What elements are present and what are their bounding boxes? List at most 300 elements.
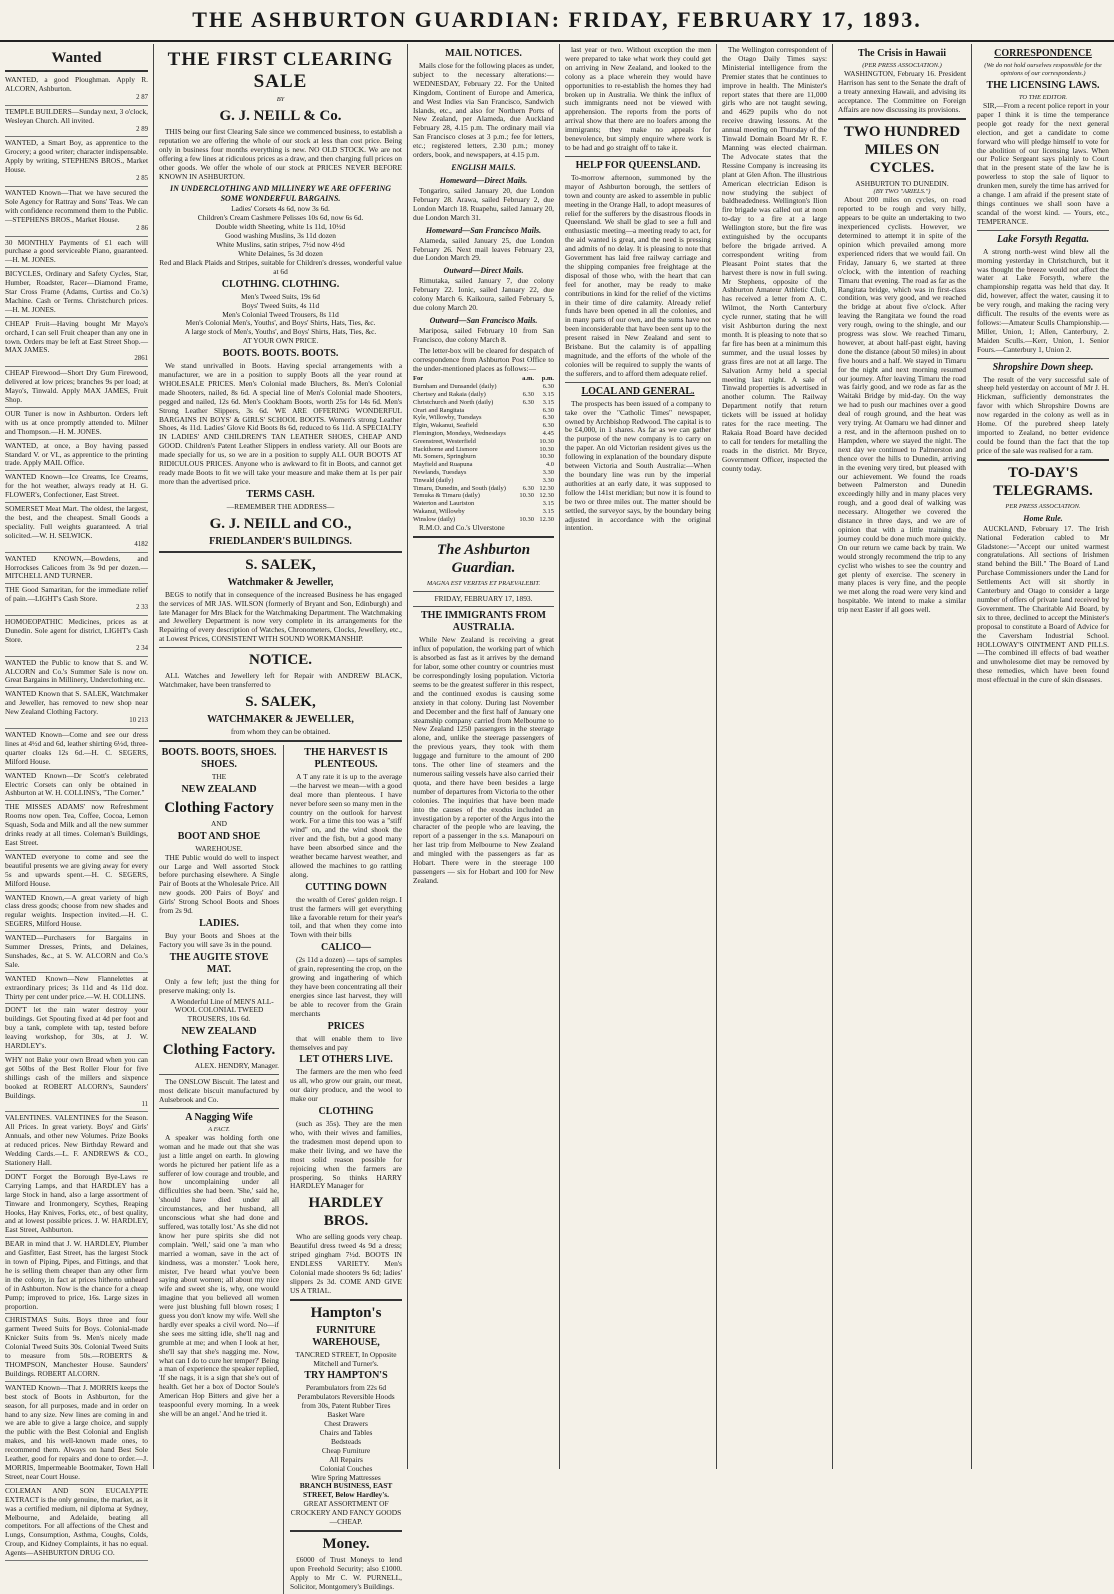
wanted-ad-text: WANTED Known—Come and see our dress lines at 4½d and 6d, leather shirting 6½d, three-quarter cloaks 12s 6d.—H. C. SEGERS, Milford House. — [5, 730, 148, 766]
mail-table-header-cell: For — [413, 375, 424, 383]
hampton-great: GREAT ASSORTMENT OF CROCKERY AND FANCY GOODS—CHEAP. — [290, 1499, 402, 1527]
mail-table-row — [413, 508, 554, 516]
guardian-banner: The Ashburton Guardian. — [436, 541, 531, 576]
english-text: Tongariro, sailed January 20, due London February 28. Arawa, sailed February 2, due London March 18. Ruapehu, sailed January 20, due London March 31. — [413, 185, 554, 222]
wanted-ad — [5, 409, 148, 440]
wanted-ad-ref: 2 34 — [136, 644, 148, 652]
immigrants-continued: last year or two. Without exception the men were prepared to take what work they could get on arriving in New Zealand, and looked to the colony as a place wherein they would have opportunities to re-establish the homes they had broken up in Australia. We think the influx of such immigrants need not be viewed with apprehension. The reports from the ports of arrival show that there are no loafers among the immigrants; they make no appeals for benevolence, but simply enquire where work is to be had and go straight off to take it. — [565, 45, 711, 152]
notice-text: ALL Watches and Jewellery left for Repair with ANDREW BLACK, Watchmaker, have been transferred to — [159, 671, 402, 690]
wanted-ad — [5, 1005, 148, 1054]
cycles-heading: TWO HUNDRED MILES ON CYCLES. — [843, 123, 961, 176]
column-correspondence — [972, 44, 1114, 1469]
mail-table-cell: 12.30 — [539, 492, 554, 500]
hampton-item: Chest Drawers — [324, 1419, 368, 1429]
mail-tail: R.M.O. and Co.'s Ulverstone — [419, 522, 505, 532]
wanted-ad-text: SOMERSET Meat Mart. The oldest, the largest, the best, and the cheapest. Small Goods a speciality. Full weights guaranteed. A trial solicited.—W. H. SELWICK. — [5, 504, 148, 540]
divider — [159, 1108, 279, 1109]
wanted-ad-text: WANTED Known—Dr Scott's celebrated Electric Corsets can only be obtained in Ashburton at W. H. COLLINS's, "The Corner." — [5, 770, 148, 798]
hawaii-heading: The Crisis in Hawaii — [857, 48, 947, 59]
terms-cash: TERMS CASH. — [246, 488, 315, 500]
mail-table-row — [413, 438, 554, 446]
sale-lines — [159, 205, 402, 276]
wanted-ad-text: DON'T let the rain water destroy your buildings. Get Spouting fixed at 4d per foot and buy a tank, complete with tap, tested before leaving workshop, for 30s, at J. W. HARDLEY's. — [5, 1005, 148, 1051]
outward-text: Rimutaka, sailed January 7, due colony February 22. Ionic, sailed January 22, due colony March 6. Kaikoura, sailed February 5, due colony March 20. — [413, 276, 554, 313]
salek-trade: Watchmaker & Jeweller, — [227, 576, 334, 588]
divider — [290, 1530, 402, 1532]
mail-table-row — [413, 500, 554, 508]
hampton-item: Bedsteads — [331, 1436, 361, 1446]
nz-the: THE — [211, 771, 227, 781]
mail-table-cell — [514, 469, 534, 477]
wanted-ad-ref: 4182 — [134, 540, 148, 548]
wanted-ad — [5, 852, 148, 892]
mail-intro: Mails close for the following places as under, subject to the necessary alterations:—WEDNESDAY, February 22. For the United Kingdom, Continent of Europe and America, and West Indies via San Francisco, Sandwich Islands, etc., and also for Northern Ports of New Zealand, per Alameda, due Auckland February 28, 4.15 p.m. The ordinary mail via San Francisco closes at 3 p.m.; fee for letters, etc.; registered letters, 2.30 p.m.; money orders, book, and newspapers, at 4.15 p.m. — [413, 61, 554, 160]
telegrams-text: AUCKLAND, February 17. The Irish National Federation cabled to Mr Gladstone:—"Accept our united warmest congratulations. All sections of Irishmen stand behind the Bill." The Board of Land Purchase Commissioners under the Land for Settlements Act will sit shortly in Canterbury and Otago to consider a large number of offers of private land received by Government. The Charitable Aid Board, by six to three, declined to accept the Minister's proposal to constitute a Board of Advice for the Caversham Industrial School. HOLLOWAY'S OINTMENT AND PILLS.—The combined ill effects of bad weather and unwholesome diet may be removed by these remedies, which have been found most effectual in the cure of skin diseases. — [977, 523, 1109, 685]
home-rule-heading: Home Rule. — [1023, 513, 1063, 523]
licensing-text: SIR,—From a recent police report in your paper I think it is time the temperance people got ready for the next general election, and get a candidate to come forward who will pledge himself to vote for the abolition of our licensing laws. When our Police Sergeant says plainly to Court that in the present state of the law he is powerless to stop the sale of liquor to drunken men, surely the time has arrived for a change. I am afraid if the present state of things continues we shall soon have a scandal of the worst kind. — Yours, etc., TEMPERANCE. — [977, 101, 1109, 226]
wanted-ad — [5, 802, 148, 851]
mail-table-header-cell: a.m. — [522, 375, 534, 383]
clothing-line: Men's Colonial Tweed Trousers, 8s 11d — [222, 309, 339, 319]
lake-forsyth-text: A strong north-west wind blew all the morning yesterday in Christchurch, but it was thought the breeze would not affect the water at Lake Forsyth, where the championship regatta was held that day. It did, however, affect the water, causing it to be very rough, and making the racing very difficult. The results of the events were as follows:—Amateur Sculls Championship.—Miller, Union, 1; Allen, Canterbury, 2. Maiden Sculls.—Kerr, Union, 1. Senior Fours.—Canterbury 1, Union 2. — [977, 246, 1109, 354]
hampton-item: Perambulators from 22s 6d — [305, 1383, 387, 1393]
mail-table-cell: 10.30 — [539, 437, 554, 445]
hawaii-text: WASHINGTON, February 16. President Harrison has sent to the Senate the draft of a treaty annexing Hawaii, and advising its acceptance. The Committee on Foreign Affairs are now discussing its provisions. — [838, 69, 966, 114]
wanted-ad — [5, 368, 148, 408]
let-others-heading: LET OTHERS LIVE. — [299, 1054, 393, 1066]
sale-line: White Delaines, 5s 3d dozen — [238, 248, 323, 258]
calico-text: (2s 11d a dozen) — taps of samples of grain, representing the crop, on the growing and ingathering of which they have been concentrating all their energies since last harvest, they will be able to recover from the Grain merchants — [290, 955, 402, 1018]
wanted-ad — [5, 441, 148, 472]
wanted-ad-text: BEAR in mind that J. W. HARDLEY, Plumber and Gasfitter, East Street, has the largest Stock in town of Piping, Pipes, and Fittings, and that he is selling them cheaper than any other firm in the colony, in fact at prices hitherto unheard of in Ashburton. Now is the chance for a cheap Pump; improved to price, 16s. Large sizes in proportion. — [5, 1239, 148, 1311]
mail-table-cell — [514, 500, 534, 508]
divider — [159, 740, 402, 742]
mail-table-row — [413, 477, 554, 485]
mail-table-row — [413, 414, 554, 422]
mail-table-cell: 3.15 — [542, 508, 554, 516]
wanted-ad-text: CHRISTMAS Suits. Boys three and four garment Tweed Suits for Boys. Colonial-made Knicker Suits from 9s. Men's nicely made Colonial Tweed Suits 30s. Colonial Tweed Suits to measure from 50s.—ROBERTS & THOMPSON, Manchester House. Saunders' Buildings. ROBERT ALCORN. — [5, 1315, 148, 1378]
hampton-item: Wire Spring Mattresses — [311, 1472, 381, 1482]
divider — [977, 358, 1109, 359]
wanted-ad — [5, 1172, 148, 1238]
shropshire-heading: Shropshire Down sheep. — [992, 361, 1094, 373]
editorial-text: While New Zealand is receiving a great influx of population, the working part of which is absorbed as fast as it arrives by the demand for labor, some other country or countries must be correspondingly losing population. Victoria seems to be the greatest sufferer in this respect, and the continued exodus is causing some anxiety in that colony. During last November and December and the first half of January one steamship company carried from Melbourne to New Zealand 1250 passengers in the steerage alone, and, unlike the steerage passengers of the previous years, they took with them luggage and furniture to the amount of 200 tons. The other line of steamers and the numerous sailing vessels have also carried their quota, and there have been besides a large number of departures from Victoria to the other colonies. The inquiries that have been made into the causes of the exodus included an investigation by a reporter of the Argus into the character of the people who are leaving, the report of a passenger in the s.s. Manapouri on her last trip from Melbourne to New Zealand and mingled with the passengers as far as Hobart. There were in the steerage 100 passengers — six for Hobart and 100 for New Zealand. — [413, 635, 554, 885]
mail-table-body — [413, 383, 554, 523]
outward-heading: Outward—Direct Mails. — [443, 266, 524, 276]
nz2-signature: ALEX. HENDRY, Manager. — [194, 1061, 279, 1071]
nz-factory: Clothing Factory — [164, 799, 274, 816]
wanted-ad — [5, 771, 148, 802]
divider — [5, 70, 148, 72]
local-heading: LOCAL AND GENERAL. — [581, 385, 695, 397]
wanted-ad — [5, 974, 148, 1005]
onslow-biscuit: The ONSLOW Biscuit. The latest and most delicate biscuit manufactured by Aulsebrook and Co. — [159, 1077, 279, 1104]
wanted-ad-text: WHY not Bake your own Bread when you can get 50lbs of the Best Roller Flour for five shillings cash of the millers and sixpence booked at ROBERT ALCORN's, Saunders' Buildings. — [5, 1055, 148, 1100]
mail-table-cell: 6.30 — [542, 406, 554, 414]
wanted-ad-text: WANTED KNOWN,—Bowdens, and Horrockses Calicoes from 3s 9d per dozen.—MITCHELL AND TURNER. — [5, 553, 148, 581]
wanted-ad-text: WANTED, at once, a Boy having passed Standard V. or VI., as apprentice to the printing trade. Apply MAIL Office. — [5, 440, 148, 468]
mail-table-cell: Flemington, Mondays, Wednesdays — [413, 430, 506, 438]
salek-text: BEGS to notify that in consequence of the increased Business he has engaged the services of MR JAS. WILSON (formerly of Bryant and Son, Edinburgh) and late Manager for Mrs Black for the Watchmaking Department. The Watchmaking and Jewellery Department is now very complete in its arrangements for the Repairing of every description of Watches, Chronometers, Clocks, Jewellery, etc., at Lowest Prices, CONSISTENT WITH SOUND WORKMANSHIP. — [159, 589, 402, 644]
wanted-ad — [5, 689, 148, 729]
ladies-text: Buy your Boots and Shoes at the Factory you will save 3s in the pound. — [159, 930, 279, 949]
wanted-ads-list — [5, 75, 148, 1561]
wanted-ad-text: WANTED Known—New Flannelettes at extraordinary prices; 3s 11d and 4s 11d doz. Thirty per cent under price.—W. H. COLLINS. — [5, 973, 148, 1001]
wanted-ad-text: WANTED, a good Ploughman. Apply R. ALCORN, Ashburton. — [5, 75, 148, 93]
mail-table-cell — [514, 508, 534, 516]
mail-table-cell: 6.30 — [522, 391, 534, 399]
mail-table-row — [413, 492, 554, 500]
clothing2-heading: CLOTHING — [318, 1106, 374, 1118]
mail-table-row — [413, 453, 554, 461]
hampton-item: Cheap Furniture — [321, 1445, 371, 1455]
wanted-ad-text: BICYCLES, Ordinary and Safety Cycles, Star, Humber, Roadster, Racer—Diamond Frame, Star Cross Frame (Adams, Curtiss and Co.'s) Machine. Cash or Terms. Christchurch prices.—H. M. JONES. — [5, 269, 148, 314]
clothing-line: A large stock of Men's, Youths', and Boys' Shirts, Hats, Ties, &c. — [184, 327, 377, 337]
notice-trade: WATCHMAKER & JEWELLER, — [207, 713, 354, 725]
mail-table-cell — [514, 414, 534, 422]
mail-table-cell: Kyle, Willowby, Tuesdays — [413, 414, 482, 422]
divider — [565, 382, 711, 383]
ladies-heading: LADIES. — [199, 917, 239, 929]
divider — [977, 459, 1109, 461]
wanted-ad-text: THE Good Samaritan, for the immediate relief of pain.—LIGHT's Cash Store. — [5, 585, 148, 604]
hardley-ad-column — [290, 745, 402, 1594]
wanted-ad-ref: 2 89 — [136, 125, 148, 133]
mail-table-cell: Hackthorne and Lismore — [413, 445, 478, 453]
hawaii-sub: (PER PRESS ASSOCIATION.) — [862, 62, 942, 69]
english-sub: Homeward—Direct Mails. — [439, 175, 528, 185]
wanted-ad — [5, 138, 148, 187]
wanted-ad — [5, 319, 148, 368]
mail-table-cell: 4.0 — [545, 461, 554, 469]
wanted-ad-text: THE MISSES ADAMS' now Refreshment Rooms now open. Tea, Coffee, Cocoa, Lemon Squash, Soda and Milk and all the new summer drinks ready at all times. Coleman's Buildings, East Street. — [5, 802, 148, 847]
remember-address: —REMEMBER THE ADDRESS— — [226, 501, 335, 511]
nz-warehouse: WAREHOUSE. — [195, 843, 243, 853]
mail-table-cell: 6.30 — [522, 398, 534, 406]
wanted-ad — [5, 658, 148, 689]
wanted-ad — [5, 1239, 148, 1314]
boots-heading: BOOTS. BOOTS. BOOTS. — [222, 348, 339, 360]
mail-table-cell: 6.30 — [542, 383, 554, 391]
clothing-line: Boys' Tweed Suits, 4s 11d — [241, 300, 320, 310]
wanted-ad-text: TEMPLE BUILDERS—Sunday next, 3 o'clock, Wesleyan Church. All invited. — [5, 106, 148, 125]
editorial-heading: THE IMMIGRANTS FROM AUSTRALIA. — [421, 610, 546, 634]
mail-table-cell: Burnham and Dunsandel (daily) — [413, 383, 497, 391]
correspondence-sub: (We do not hold ourselves responsible for the opinions of our correspondents.) — [984, 62, 1102, 77]
wanted-ad-text: WANTED the Public to know that S. and W. ALCORN and Co.'s Summer Sale is now on. Great Bargains in Millinery, Underclothing etc. — [5, 657, 148, 685]
wanted-ad-text: WANTED everyone to come and see the beautiful presents we are giving away for every 5s and upwards spent.—H. C. SEGERS, Milford House. — [5, 851, 148, 888]
outward-sf-heading: Outward—San Francisco Mails. — [429, 315, 538, 325]
wanted-ad — [5, 107, 148, 138]
address-building: FRIEDLANDER'S BUILDINGS. — [209, 535, 352, 547]
divider — [159, 647, 402, 648]
nz-text: THE Public would do well to inspect our Large and Well assorted Stock before purchasing elsewhere. A Single Pair of Boots at the Wholesale Price. All new goods. 200 Pairs of Boys' and Girls' Strong School Boots and Shoes from 2s 9d. — [159, 852, 279, 916]
wanted-ad-ref: 2 87 — [136, 93, 148, 101]
wanted-ad — [5, 188, 148, 237]
hampton-branch: BRANCH BUSINESS, EAST STREET, Below Hardley's. — [299, 1481, 393, 1500]
wanted-ad — [5, 1486, 148, 1561]
sale-by: BY — [276, 96, 285, 103]
wanted-ad — [5, 472, 148, 503]
mail-table-cell: 6.30 — [542, 422, 554, 430]
hampton-item: All Repairs — [329, 1454, 363, 1464]
sale-firm: G. J. NEILL & Co. — [219, 108, 342, 124]
mail-table-cell: 4.45 — [542, 430, 554, 438]
wanted-ad — [5, 617, 148, 657]
mail-table-cell: Christchurch and North (daily) — [413, 398, 494, 406]
wanted-ad-text: WANTED Known—Ice Creams, Ice Creams, for the hot weather, always ready at H. G. FLOWER's, Confectioner, East Street. — [5, 472, 148, 500]
divider — [159, 1074, 279, 1075]
nz2-name: NEW ZEALAND — [181, 1026, 257, 1038]
clothing2-text: (such as 35s). They are the men who, with their wives and families, the tradesmen most depend upon to make their living, and we have the most solid reason possible for rejoicing when the farmers are prospering. So thinks HARRY HARDLEY Manager for — [290, 1119, 402, 1191]
hampton-item: Basket Ware — [327, 1410, 365, 1420]
stove-heading: THE AUGITE STOVE MAT. — [169, 951, 269, 975]
column-mail-notices — [408, 44, 560, 1469]
divider — [565, 156, 711, 157]
shropshire-text: The result of the very successful sale of sheep held yesterday on account of Mr J. H. Hickman, sufficiently demonstrates the favor with which Shropshire Downs are now regarded in the colony as well as in Home. Of the purebred sheep lately imported to Zealand, no better evidence could be found than the fact that the top price of the sale was realised for a ram. — [977, 374, 1109, 455]
divider — [413, 606, 554, 607]
guardian-dateline: FRIDAY, FEBRUARY 17, 1893. — [434, 593, 533, 603]
mail-table-cell — [514, 477, 534, 485]
stove-text: Only a few left; just the thing for preserve making; only 1s. — [159, 976, 279, 995]
mail-schedule-table — [413, 375, 554, 523]
mail-table-cell: Newlands, Tuesdays — [413, 469, 467, 477]
wanted-ad — [5, 75, 148, 106]
wanted-ad — [5, 238, 148, 269]
money-text: £6000 of Trust Moneys to lend upon Freehold Security; also £1000. Apply to Mr C. W. PURNELL, Solicitor, Montgomery's Buildings. — [290, 1554, 402, 1591]
wanted-ad-text: WANTED Known that S. SALEK, Watchmaker and Jeweller, has removed to new shop near New Zealand Clothing Factory. — [5, 689, 148, 717]
mail-table-cell: Winslow (daily) — [413, 515, 456, 523]
mail-table-header — [413, 375, 554, 383]
mail-table-row — [413, 469, 554, 477]
lake-forsyth-heading: Lake Forsyth Regatta. — [997, 233, 1089, 245]
wanted-ad-text: VALENTINES. VALENTINES for the Season. All Prices. In great variety. Boys' and Girls' Annuals, and other new Volumes. Prize Books at reduced prices. New Birthday Reward and Wedding Cards.—L. F. ANDREWS & CO., Stationery Hall. — [5, 1113, 148, 1167]
wanted-ad-ref: 11 — [141, 1100, 148, 1108]
local-text: The prospects has been issued of a company to take over the "Catholic Times" newspaper, owned by Archbishop Redwood. The capital is to be £4,000, in 1 shares. As far as we can gather the purpose of the new company is to carry on the paper. An old Victorian resident gives us the following in explanation of the boundary dispute between Victoria and South Australia:—When the boundary line was run by the imperial authorities at an early date, it was supposed to follow the 141st meridian; but now it is found to be two or three miles out. The matter should be settled, the surveyor says, by the boundary being adjusted in accordance with the original intention. — [565, 398, 712, 533]
telegrams-sub: PER PRESS ASSOCIATION. — [1005, 502, 1081, 510]
letterbox-text: The letter-box will be cleared for despatch of correspondence from Ashburton Post Office to the under-mentioned places as follows:— — [413, 345, 554, 373]
mail-table-cell: 3.30 — [542, 469, 554, 477]
cutting-heading: CUTTING DOWN — [305, 881, 387, 893]
cutting-text: the wealth of Ceres' golden reign. I trust the farmers will get everything like a favorable return for their year's toil, and that when they come into Town with their bills — [290, 894, 402, 940]
notice-tail: from whom they can be obtained. — [230, 726, 331, 736]
mail-table-cell — [514, 438, 534, 446]
mail-table-cell — [514, 422, 534, 430]
mail-table-cell: Tinwald (daily) — [413, 476, 454, 484]
hardley-bros: HARDLEY BROS. — [308, 1195, 384, 1230]
clothing-heading: CLOTHING. CLOTHING. — [221, 278, 340, 290]
column-hawaii-cycles — [833, 44, 972, 1469]
divider — [838, 118, 966, 120]
mail-table-row — [413, 430, 554, 438]
newspaper-masthead: THE ASHBURTON GUARDIAN: FRIDAY, FEBRUARY 17, 1893. — [0, 0, 1114, 42]
hampton-item: Chairs and Tables — [319, 1428, 373, 1437]
wanted-ad — [5, 1383, 148, 1485]
nagging-heading: A Nagging Wife — [185, 1111, 253, 1123]
wanted-ad-text: WANTED, a Smart Boy, as apprentice to the Grocery; a good writer; character indispensable. Apply by writing, STEPHENS BROS., Market House. — [5, 138, 148, 175]
hampton-item: Colonial Couches — [319, 1463, 373, 1473]
queensland-text: To-morrow afternoon, summoned by the mayor of Ashburton borough, the settlers of town and county are asked to assemble in public meeting in the Orange Hall, to adopt measures of relief for the sufferers by the disastrous floods in Queensland. We shall be glad to see a full and enthusiastic meeting—a meeting ready to act, for the aid wanted is great, and the need is pressing and admits of no delay. It is pleasing to note that Government has laid free railway carriage and the shipping companies free freightage at the disposal of those who, with the heart that can feel for another, may be ready to make contributions in kind for the relief of the victims in their time of dire calamity. Already relief funds have been opened in all the colonies, and in many parts of our own, and the sums have not been inconsiderable that have been sent up to the present raised in New Zealand and sent to Brisbane. But the calamity is of appalling magnitude, and the efforts of the whole of the colonies will be required to supply the wants of the sufferers, and to afford them adequate relief. — [565, 172, 711, 378]
licensing-heading: THE LICENSING LAWS. — [986, 80, 1100, 91]
wanted-ad-text: CHEAP Fruit—Having bought Mr Mayo's orchard, I can sell Fruit cheaper than any one in town. Orders may be left at East Street Shop.—MAX JAMES. — [5, 318, 148, 355]
hampton-item: Perambulators Reversible Hoods from 30s, Patent Rubber Tires — [297, 1392, 395, 1411]
column-wanted-ads — [0, 44, 154, 1558]
calico-heading: CALICO— — [320, 942, 371, 954]
mail-heading: MAIL NOTICES. — [445, 48, 522, 59]
mail-table-cell — [514, 453, 534, 461]
wanted-ad-text: WANTED Known,—A great variety of high class dress goods; choose from new shades and regular weights. Inspection invited.—H. C. SEGERS, Milford House. — [5, 892, 148, 929]
wanted-ad-text: 30 MONTHLY Payments of £1 each will purchase a good serviceable Piano, guaranteed.—H. M. JONES. — [5, 237, 148, 265]
column-display-ads — [154, 44, 408, 1591]
wanted-ad-ref: 2 85 — [136, 175, 148, 183]
sale-line: Good washing Muslins, 3s 11d dozen — [225, 231, 336, 241]
let-others-text: The farmers are the men who feed us all, who grow our grain, our meat, our dairy produce, and the wool to make our — [290, 1067, 402, 1104]
cycles-text: About 200 miles on cycles, on road reported to be rough and very hilly, appears to be quite an undertaking to two inexperienced cyclists. However, we determined to attempt it in spite of the opinion which prevailed among more experienced riders that we would fail. On Friday, January 6, we started at three o'clock, with the intention of reaching Timaru that evening. The road as far as the Rangitata bridge, which was in first-class condition, was very good, and we reached the bridge at about five o'clock. After leaving the Rangitata we found the road very rough, owing to the shingle, and our progress was slow. We reached Timaru, however, at about half-past eight, having done the distance (about 50 miles) in about five hours and a half. We stayed in Timaru for the night and next morning resumed our journey. After leaving Timaru the road was fairly good, and we rode as far as the Waitaki Bridge by mid-day. On the way we had to push our machines over a good deal of rough ground, and the heat was very trying. At Oamaru we had dinner and a rest, and in the afternoon pushed on to Hampden, where we stayed the night. The next day we continued to Palmerston and thence over the hills to Dunedin, arriving in the evening very tired, but pleased with our achievement. We found the roads between Palmerston and Dunedin exceedingly hilly and in many places very rough, and a good deal of walking was necessary. Altogether we covered the distance in three days, and we are of opinion that with a little training the journey could be done much more quickly. On our return we came back by train. We would strongly recommend the trip to any cyclist who wishes to see the country and get plenty of exercise. The scenery in many places is very fine, and the people we met along the road were very kind and hospitable. We intend to make a similar trip next Easter if all goes well. — [838, 195, 966, 615]
local-news-continued: The Wellington correspondent of the Otago Daily Times says: Ministerial intelligence from the Premier states that he continues to improve in health. The Minister's report states that there are 11,000 girls who are not taught sewing, and 4629 pupils who do not receive drawing lessons. At the annual meeting on Thursday of the Tinwald Domain Board Mr R. F. Manning was elected chairman. The Advocate states that the Ressine Company is increasing its plant at Glen Afton. The illustrious American electrician Edison is now studying the subject of baldheadedness. Wellington's Ilion fire brigade was called out at noon to-day to a fire at a large Wellington store, but the fire was extinguished by the occupants before the brigade arrived. A correspondent writing from Pleasant Point states that the harvest there is now in full swing. Mr Stephens, opposite of the Ashburton Amateur Athletic Club, has received a letter from A. C. Wilmot, the North Canterbury cycle runner, stating that he will visit Ashburton during the next month. It is pleasing to note that so far fire has been at a minimum this summer, and the usual losses by grass fires are not at all large. The Salvation Army held a special meeting last night. A sale of Tinwald properties is advertised in another column. The Railway Department notify that return tickets will be issued at holiday rates for the race meeting. The Rakaia Road Board have decided to call for tenders for metalling the roads in the district. Mr Bryce, Government Officer, inspected the county today. — [722, 45, 827, 473]
wanted-ad — [5, 1055, 148, 1112]
mail-table-cell: Mayfield and Ruapuna — [413, 461, 473, 469]
boots-text: We stand unrivalled in Boots. Having special arrangements with a manufacturer, we are in a position to supply Boots all the year round at WHOLESALE PRICES. Men's Colonial made Bluchers, 8s. Men's Colonial made Shooters, nailed, 8s 6d. A special line of Men's Colonial made Shooters, pegged and nailed, 12s 6d. Men's Cookham Boots, worth 25s for 14s 6d. Men's Strong Leather Slippers, 3s 6d. WE ARE OFFERING WONDERFUL BARGAINS IN BOYS' & GIRLS' SCHOOL BOOTS. Women's strong Leather Shoes, 4s 11d. Ladies' Glove Kid Boots 8s 6d, reduced to 6s 11d. A SPECIALTY IN LADIES' AND CHILDREN'S TAN LEATHER SHOES, CHEAP AND GOOD. Children's Patent Leather Slippers in endless variety. All our Boots are made specially for us, so we are in a position to supply ALL OUR BOOTS AT RIDICULOUS PRICES. Anyone who is awkward to fit in Boots, and cannot get ready made Boots to fit we will take your measure and make them at 1s per pair more than the advertised price. — [159, 361, 402, 486]
money-heading: Money. — [322, 1535, 370, 1552]
wanted-ad-text: WANTED—Purchasers for Bargains in Summer Dresses, Prints, and Delaines, Sunshades, &c., at S. W. ALCORN and Co.'s Sale. — [5, 933, 148, 969]
nz2-factory: Clothing Factory. — [162, 1042, 276, 1059]
cycles-by: (BY TWO "ARIELS.") — [873, 188, 931, 196]
wanted-ad-ref: 2861 — [134, 355, 148, 363]
divider — [413, 536, 554, 538]
sale-line: Ladies' Corsets 4s 6d, now 3s 6d. — [231, 204, 330, 214]
wanted-ad-text: WANTED Known—That we have secured the Sole Agency for Rattray and Sons' Teas. We can with confidence recommend them to the Public.—STEPHENS BROS., Market House. — [5, 187, 148, 224]
guardian-motto: MAGNA EST VERITAS ET PRAEVALEBIT. — [426, 579, 541, 587]
cycles-sub: ASHBURTON TO DUNEDIN. — [855, 178, 949, 188]
clothing-line: Men's Tweed Suits, 19s 6d — [241, 291, 320, 301]
wanted-ad — [5, 1315, 148, 1381]
nagging-text: A speaker was holding forth one woman and he made out that she was just a little angel on earth. In glowing words he pictured her patient life as a sufferer of low courage and trouble, and how uncomplaining under all difficulties she had been. 'She,' said he, 'should have died under all circumstances, and her husband, all unconscious what she had done and suffered, was totally lost.' As she did not know her pure spirits she did not complain. 'Well,' said one 'a man who married a woman, save in the act of kindness, was a monster.' 'Look here, mister, I've heard what you've been saying about women; all about my nice wife and sweet she is, why, one would imagine that you believed all women were just blushing full blown roses; I guess you don't know my wife. Well she hardly ever speaks a civil word. No—if she sees me sitting idle, she'll nag and grumble at me; and when I look at her, she'll say that she's nagging me. Now, what can I do to cure her temper?' Being a man of experience the speaker replied, 'If she nags, it is a sign that she's out of health. Get her a box of Doctor Soule's American Hop Bitters and give her a teaspoonful every morning. In a week she will be an angel.' And he tried it. — [159, 1132, 279, 1418]
wanted-ad-ref: 2 33 — [136, 604, 148, 612]
notice-name: S. SALEK, — [245, 693, 316, 710]
mail-table-cell: 10.30 — [539, 453, 554, 461]
mail-table-cell — [514, 430, 534, 438]
wanted-ad — [5, 730, 148, 770]
wanted-ad-ref: 2 86 — [136, 224, 148, 232]
wanted-ad — [5, 893, 148, 933]
sale-intro: THIS being our first Clearing Sale since we commenced business, to establish a reputation we are offering the whole of our stock at less than cost price. Being only in business four months everything is new. NO OLD STOCK. We are not offering a few lines at ridiculous prices as a draw, and then charging full prices on other goods. We offer the whole of our stock at PRICES NEVER BEFORE KNOWN IN ASHBURTON. — [159, 127, 402, 181]
mail-table-row — [413, 446, 554, 454]
hampton-address: TANCRED STREET, In Opposite Mitchell and Turner's. — [295, 1349, 397, 1368]
wanted-ad-text: WANTED Known—That J. MORRIS keeps the best stock of Boots in Ashburton, for the season, for all purposes, made and in order on hand to any size. New lines are coming in and we are able to give a large choice, and supply the public with the Best Colonial and English makes, and his well-known made ones, to recommend them. Always on hand Best Sole Leather, good for repairs and done to order.—J. MORRIS, Impermeable Bootmaker, Town Hall Street, near Court House. — [5, 1382, 148, 1481]
column-news-a — [560, 44, 717, 1469]
wanted-ad-text: DON'T Forget the Borough Bye-Laws re Carrying Lamps, and that HARDLEY has a large Stock in hand, also a large assortment of Tinware and Ironmongery, Scythes, Reaping Hooks, Hay Knives, Forks, etc., of best quality, and at lowest possible prices. J. W. HARDLEY, East Street, Ashburton. — [5, 1171, 148, 1235]
hampton-try: TRY HAMPTON'S — [304, 1370, 388, 1382]
mail-table-row — [413, 407, 554, 415]
mail-table-cell: 3.30 — [542, 476, 554, 484]
mail-table-cell — [514, 407, 534, 415]
mail-table-cell: 10.30 — [519, 515, 534, 523]
nz-boots: BOOTS. BOOTS, SHOES. SHOES. — [161, 746, 277, 770]
sale-line: White Muslins, satin stripes, 7½d now 4½d — [216, 240, 345, 250]
hardley-text: Who are selling goods very cheap. Beautiful dress tweed 4s 9d a dress; striped gingham 7½d. BOOTS IN ENDLESS VARIETY. Men's Colonial made shooters 9s 6d; ladies' slippers 2s 3d. COME AND GIVE US A TRIAL. — [290, 1232, 402, 1295]
outward-sf-text: Mariposa, sailed February 10 from San Francisco, due colony March 8. — [413, 325, 554, 344]
divider — [159, 551, 402, 553]
mail-table-cell: 12.30 — [539, 515, 554, 523]
hampton-items — [290, 1384, 402, 1482]
harvest-text: A T any rate it is up to the average—the harvest we mean—with a good deal more than plenteous. I have never before seen so many men in the country on the outlook for harvest work. For a time this too was a "stiff wind" on, and the wind shook the river and the fish, but a good many have been absorbed since and the weather became harvest weather, and allowed the machines to go rattling along. — [290, 771, 402, 879]
mail-table-row — [413, 391, 554, 399]
nz-boot-shoe: BOOT AND SHOE — [177, 830, 261, 842]
address-firm: G. J. NEILL and CO., — [209, 515, 352, 532]
mail-table-cell — [514, 383, 534, 391]
mail-table-cell: Temuka & Timaru (daily) — [413, 492, 480, 500]
mail-table-cell: 3.15 — [542, 391, 554, 399]
nagging-sub: A FACT. — [208, 1125, 230, 1133]
hampton-sub: FURNITURE WAREHOUSE, — [312, 1324, 380, 1348]
column-news-b — [717, 44, 833, 1469]
tweed-text: A Wonderful Line of MEN'S ALL-WOOL COLONIAL TWEED TROUSERS, 10s 6d. — [170, 996, 274, 1024]
mail-table-cell — [514, 446, 534, 454]
mail-table-cell: 6.30 — [542, 414, 554, 422]
mail-table-row — [413, 383, 554, 391]
mail-table-cell: Wakanui, Willowby — [413, 508, 465, 516]
nz-clothing-factory-ad — [159, 745, 284, 1594]
prices-heading: PRICES — [327, 1020, 365, 1032]
wanted-ad — [5, 585, 148, 616]
english-mails: ENGLISH MAILS. — [451, 162, 516, 172]
sf-text: Alameda, sailed January 25, due London February 26. Next mail leaves February 23, due London March 29. — [413, 235, 554, 263]
mail-table-cell — [514, 461, 534, 469]
salek-name: S. SALEK, — [245, 556, 316, 573]
mail-table-cell: Chertsey and Rakaia (daily) — [413, 391, 486, 399]
wanted-ad — [5, 933, 148, 973]
sale-line: Red and Black Plaids and Stripes, suitable for Children's dresses, wonderful value at 6d — [159, 257, 402, 276]
mail-table-cell: 12.30 — [539, 484, 554, 492]
sale-subhead: IN UNDERCLOTHING AND MILLINERY WE ARE OFFERING SOME WONDERFUL BARGAINS. — [169, 184, 392, 204]
wanted-ad-text: CHEAP Firewood—Short Dry Gum Firewood, delivered at low prices; branches 9s per load; at Mayo's, Tinwald. Apply MAX JAMES, Fruit Shop. — [5, 368, 148, 404]
licensing-to: TO THE EDITOR. — [1018, 94, 1068, 101]
mail-table-cell: Elgin, Wakanui, Seafield — [413, 422, 478, 430]
lower-ads-row — [159, 745, 402, 1594]
hampton-heading: Hampton's — [310, 1304, 382, 1321]
harvest-heading: THE HARVEST IS PLENTEOUS. — [304, 746, 388, 770]
mail-table-row — [413, 399, 554, 407]
mail-table-row — [413, 485, 554, 493]
clothing-lines — [159, 293, 402, 346]
mail-table-cell: Mt. Somers, Springburn — [413, 453, 476, 461]
mail-table-cell: 3.15 — [542, 500, 554, 508]
queensland-heading: HELP FOR QUEENSLAND. — [575, 159, 701, 171]
notice-heading: NOTICE. — [249, 652, 312, 669]
mail-table-cell: Greenstreet, Westerfield — [413, 437, 476, 445]
wanted-ad-text: COLEMAN AND SON EUCALYPTE EXTRACT is the only genuine, the market, as it was a certified medium, nil diploma at Sydney, Melbourne, and Adelaide, beating all competitors. For all affections of the Chest and Lungs, Consumption, Asthma, Coughs, Colds, Croup, and Kidney Complaints, it has no equal. Agents—ASHBURTON DRUG CO. — [5, 1485, 148, 1558]
mail-table-cell: 6.30 — [522, 484, 534, 492]
mail-table-row — [413, 461, 554, 469]
wanted-ad — [5, 1113, 148, 1170]
clearing-sale-title: THE FIRST CLEARING SALE — [167, 49, 394, 92]
wanted-ad-text: OUR Tuner is now in Ashburton. Orders left with us at once promptly attended to. Milner and Thompson.—H. M. JONES. — [5, 408, 148, 436]
nz-and: AND — [210, 818, 227, 828]
sale-line: Double width Sheeting, white 1s 11d, 10½d — [215, 222, 346, 232]
mail-table-cell: Orari and Rangitata — [413, 406, 465, 414]
mail-table-cell: 10.30 — [519, 492, 534, 500]
mail-table-cell: 3.15 — [542, 398, 554, 406]
mail-table-row — [413, 422, 554, 430]
divider — [413, 591, 554, 592]
wanted-ad — [5, 554, 148, 585]
wanted-ad-text: HOMOEOPATHIC Medicines, prices as at Dunedin. Sole agent for district, LIGHT's Cash Store. — [5, 617, 148, 644]
clothing-line: AT YOUR OWN PRICE. — [242, 336, 319, 346]
divider — [290, 1299, 402, 1301]
mail-table-cell: Waterton and Lauriston — [413, 500, 475, 508]
correspondence-heading: CORRESPONDENCE — [994, 48, 1092, 59]
wanted-ad-ref: 10 213 — [129, 717, 148, 725]
